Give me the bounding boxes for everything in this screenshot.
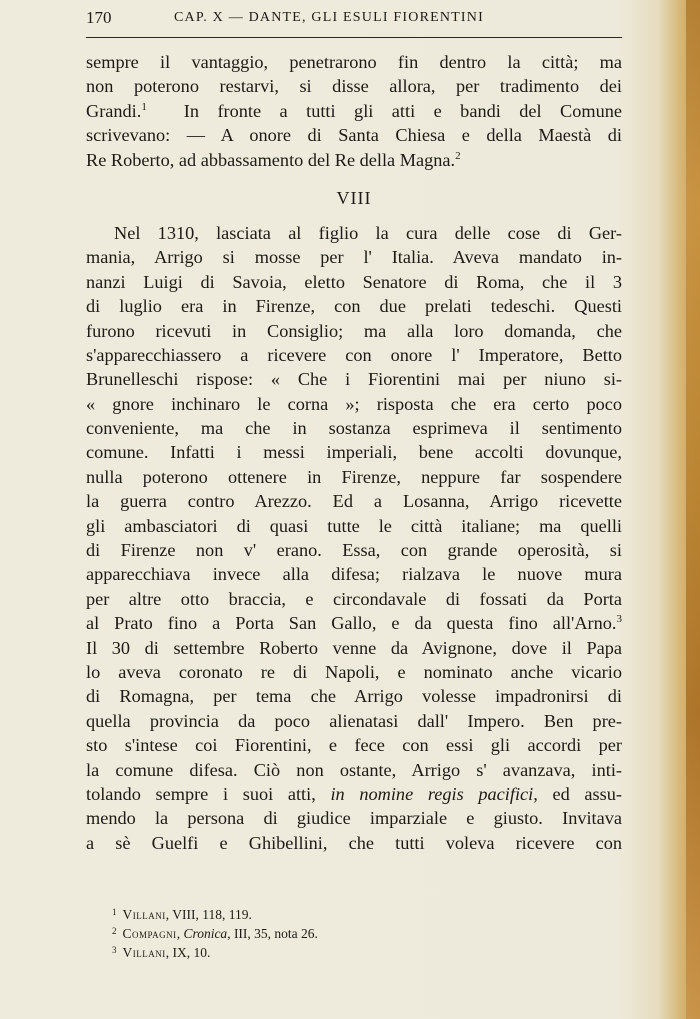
footnote-2: $^2$ Compagni, Cronica, III, 35, nota 26.: [112, 926, 318, 941]
text-fragment: tolando sempre i suoi atti,: [86, 783, 316, 804]
text-line: non poterono restarvi, si disse allora, per tradimento dei: [86, 76, 622, 97]
footnote-reference: , III, 35, nota 26.: [227, 926, 318, 941]
text-line: lo aveva coronato re di Napoli, e nominato anche vicario: [86, 661, 622, 682]
footnote-mark: 3: [112, 945, 117, 955]
running-head: CAP. X — DANTE, GLI ESULI FIORENTINI: [174, 10, 484, 25]
body-text: [86, 50, 622, 855]
page-header: [86, 8, 622, 34]
text-line: apparecchiava invece alla difesa; rialzava le nuove mura: [86, 564, 622, 585]
text-line: nulla poterono ottenere in Firenze, neppure far sospendere: [86, 466, 622, 487]
footnote-ref[interactable]: 1: [141, 100, 147, 113]
text-line: Nel 1310, lasciata al figlio la cura delle cose di Ger-: [114, 222, 622, 243]
text-line: sto s'intese coi Fiorentini, e fece con essi gli accordi per: [86, 735, 622, 756]
footnote-ref[interactable]: 2: [455, 149, 461, 162]
footnote-author: Compagni: [122, 926, 177, 941]
text-line: [86, 782, 622, 806]
text-line: nanzi Luigi di Savoia, eletto Senatore di Roma, che il 3: [86, 271, 622, 292]
text-line: conveniente, ma che in sostanza esprimeva il sentimento: [86, 418, 622, 439]
footnote-1: [112, 903, 592, 922]
text-line: [86, 99, 622, 123]
text-line: « gnore inchinaro le corna »; risposta che era certo poco: [86, 393, 622, 414]
footnote-author: Villani: [122, 945, 166, 960]
footnotes: [112, 903, 592, 960]
text-line: di Firenze non v' erano. Essa, con grande operosità, si: [86, 540, 622, 561]
text-line: per altre otto braccia, e circondavale di fossati da Porta: [86, 588, 622, 609]
text-line: di luglio era in Firenze, con due prelati tedeschi. Questi: [86, 296, 622, 317]
footnote-3: [112, 941, 592, 960]
text-line: Brunelleschi rispose: « Che i Fiorentini mai per niuno si-: [86, 369, 622, 390]
text-line: la comune difesa. Ciò non ostante, Arrigo s' avanzava, inti-: [86, 759, 622, 780]
text-line: furono ricevuti in Consiglio; ma alla loro domanda, che: [86, 320, 622, 341]
text-line: Il 30 di settembre Roberto venne da Avignone, dove il Papa: [86, 637, 622, 658]
footnote-mark: 1: [112, 907, 117, 917]
section-heading: VIII: [336, 187, 372, 208]
text-fragment: Grandi.: [86, 100, 142, 121]
text-fragment: Re Roberto, ad abbassamento del Re della Magna.: [86, 149, 456, 170]
text-line: [86, 611, 622, 635]
footnote-reference: , IX, 10.: [165, 945, 211, 960]
text-line: gli ambasciatori di quasi tutte le città italiane; ma quelli: [86, 515, 622, 536]
text-line: quella provincia da poco alienatasi dall' Impero. Ben pre-: [86, 710, 622, 731]
text-line: mendo la persona di giudice imparziale e giusto. Invitava: [86, 808, 622, 829]
text-line: la guerra contro Arezzo. Ed a Losanna, Arrigo ricevette: [86, 491, 622, 512]
paragraph-1: [86, 50, 622, 172]
text-line: sempre il vantaggio, penetrarono fin dentro la città; ma: [86, 52, 622, 72]
footnote-ref[interactable]: 3: [616, 613, 622, 626]
header-rule: [86, 37, 622, 38]
page-edge-stain: [686, 0, 700, 1019]
text-line: comune. Infatti i messi imperiali, bene accolti dovunque,: [86, 442, 622, 463]
text-line: [86, 148, 622, 172]
footnote-reference: , VIII, 118, 119.: [165, 907, 252, 922]
text-fragment: In fronte a tutti gli atti e bandi del Comune: [183, 100, 623, 121]
text-line: s'apparecchiassero a ricevere con onore l' Imperatore, Betto: [86, 344, 622, 365]
footnote-title: Cronica: [183, 926, 228, 941]
text-line: a sè Guelfi e Ghibellini, che tutti voleva ricevere con: [86, 832, 622, 853]
page-number: 170: [86, 8, 112, 27]
text-fragment: ed assu-: [552, 783, 622, 804]
text-fragment: al Prato fino a Porta San Gallo, e da questa fino all'Arno.: [86, 613, 617, 634]
paragraph-2: [86, 221, 622, 855]
footnote-author: Villani: [122, 907, 166, 922]
text-line: scrivevano: — A onore di Santa Chiesa e della Maestà di: [86, 125, 622, 146]
text-line: di Romagna, per tema che Arrigo volesse impadronirsi di: [86, 686, 622, 707]
italic-phrase: in nomine regis pacifici,: [330, 783, 538, 804]
text-line: mania, Arrigo si mosse per l' Italia. Aveva mandato in-: [86, 247, 622, 268]
footnote-mark: 2: [112, 926, 117, 936]
